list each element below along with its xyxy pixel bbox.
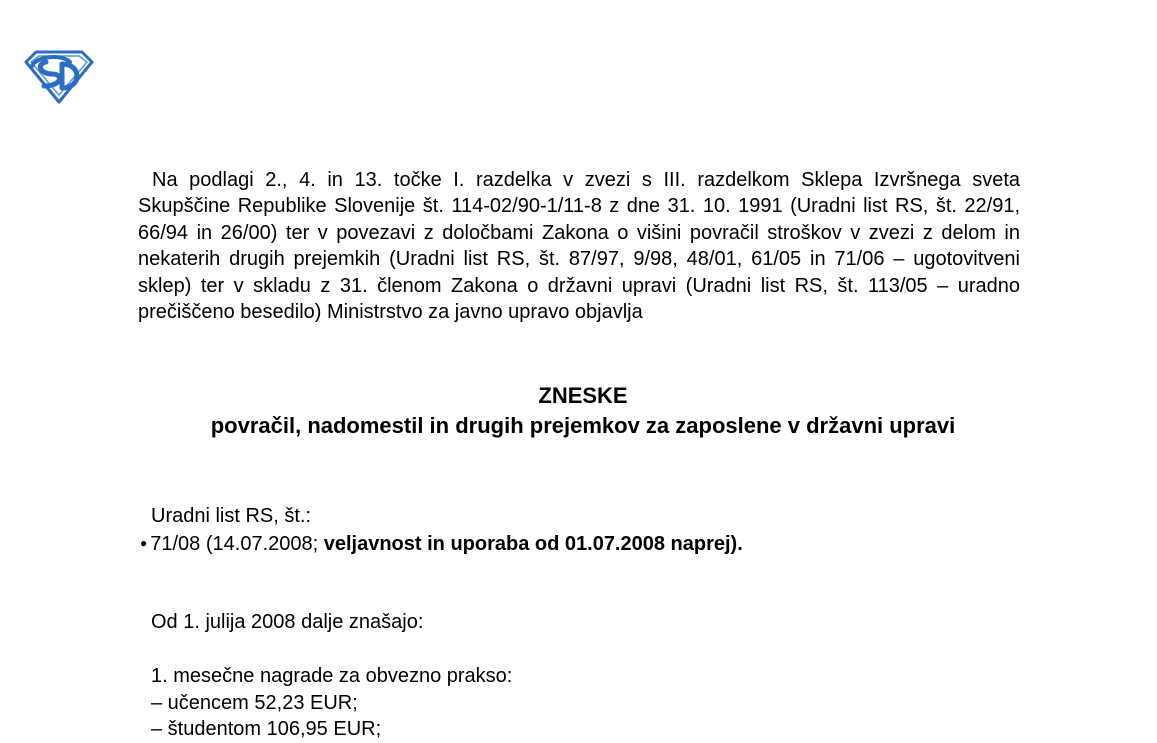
uradni-list-label: Uradni list RS, št.:	[151, 505, 312, 527]
document-title	[138, 381, 1028, 441]
section-1	[151, 663, 512, 743]
intro-paragraph: Na podlagi 2., 4. in 13. točke I. razdelka v zvezi s III. razdelkom Sklepa Izvršnega sveta Skupščine Republike Slovenije št. 114-02/90-1/11-8 z dne 31. 10. 1991 (Uradni list RS, št. 22/91, 66/94 in 26/00) ter v povezavi z določbami Zakona o višini povračil stroškov v zvezi z delom in nekaterih drugih prejemkih (Uradni list RS, št. 87/97, 9/98, 48/01, 61/05 in 71/06 – ugotovitveni sklep) ter v skladu z 31. členom Zakona o državni upravi (Uradni list RS, št. 113/05 – uradno prečiščeno besedilo) Ministrstvo za javno upravo objavlja	[138, 169, 1020, 324]
title-subtitle: povračil, nadomestil in drugih prejemkov za zaposlene v državni upravi	[210, 413, 956, 438]
uradni-list-item-text: 71/08 (14.07.2008;	[150, 533, 324, 555]
uradni-list-item-bold: veljavnost in uporaba od 01.07.2008 naprej).	[323, 533, 743, 555]
title-main: ZNESKE	[538, 383, 628, 408]
bullet-icon: ●	[140, 536, 148, 550]
government-logo-icon	[22, 48, 96, 104]
list-item: – študentom 106,95 EUR;	[151, 718, 382, 740]
effective-date-text: Od 1. julija 2008 dalje znašajo:	[151, 611, 424, 633]
section-1-heading: 1. mesečne nagrade za obvezno prakso:	[151, 665, 513, 687]
list-item: – učencem 52,23 EUR;	[151, 691, 358, 714]
uradni-list-item	[140, 530, 743, 557]
